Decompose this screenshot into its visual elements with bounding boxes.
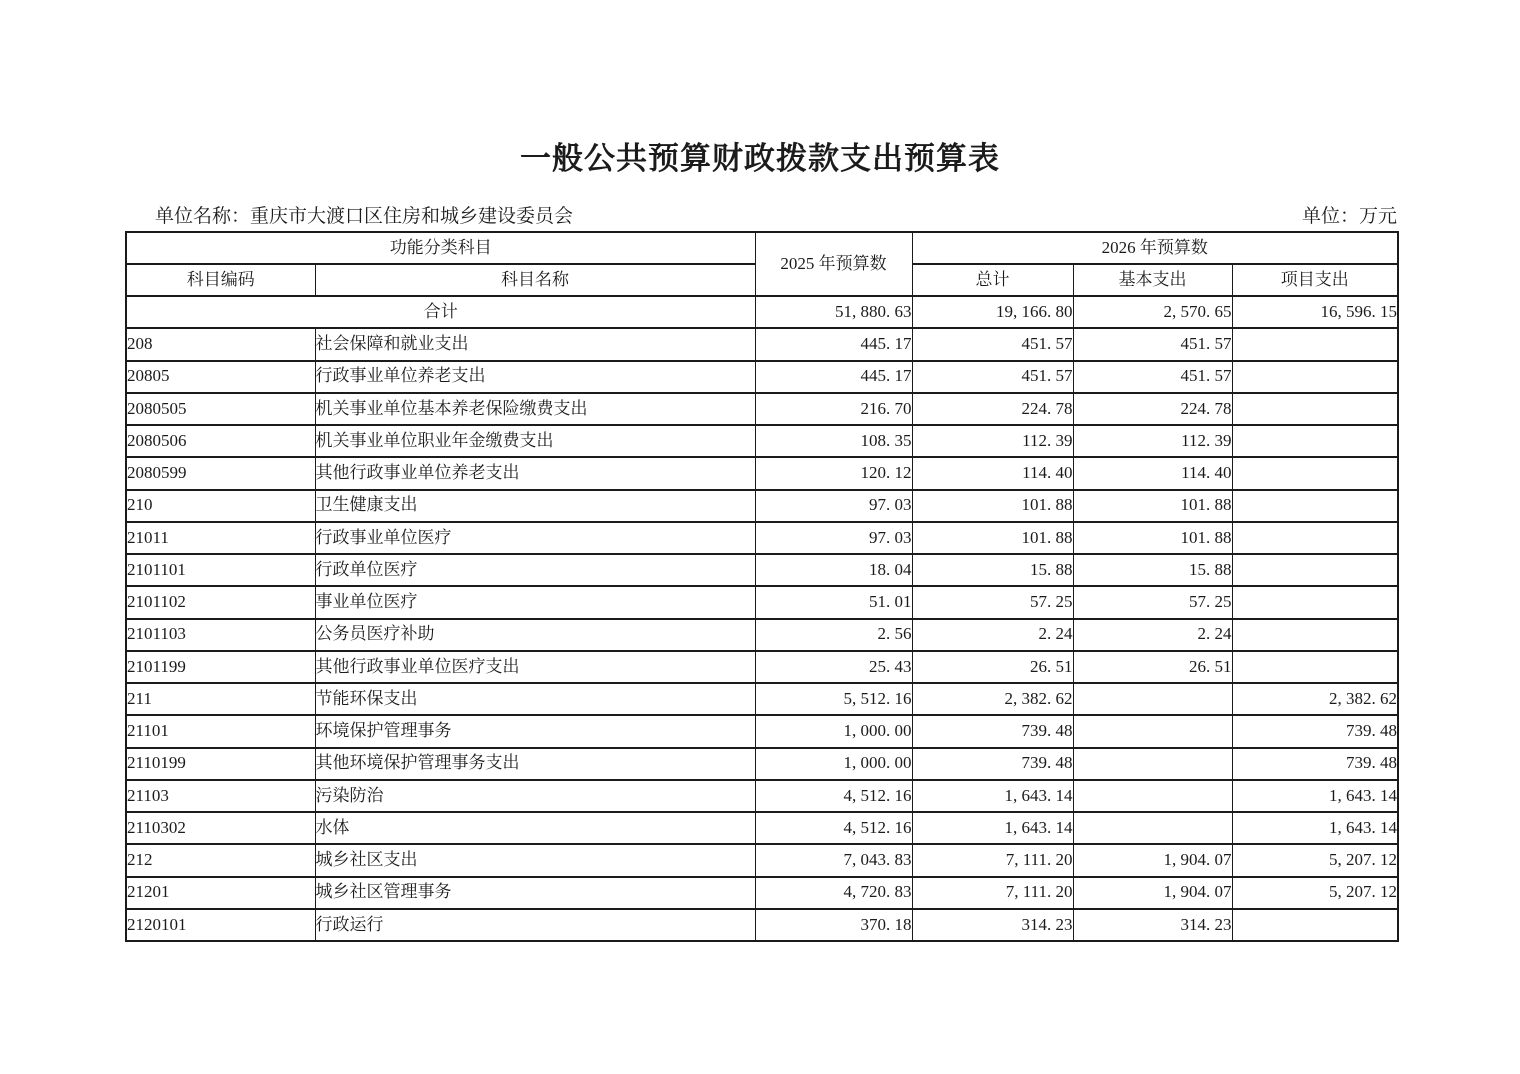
- table-row: [126, 651, 1398, 683]
- total-2026-cell: 2. 24: [912, 619, 1073, 651]
- total-2026-cell: 112. 39: [912, 425, 1073, 457]
- basic-2026-cell: 112. 39: [1073, 425, 1232, 457]
- subject-code-cell: 208: [126, 328, 315, 360]
- total-2026-cell: 19, 166. 80: [912, 296, 1073, 328]
- basic-2026-cell: 451. 57: [1073, 328, 1232, 360]
- unit-name-label: 单位名称：重庆市大渡口区住房和城乡建设委员会: [155, 206, 574, 227]
- subject-code-cell: 2110199: [126, 748, 315, 780]
- subject-code-cell: 211: [126, 683, 315, 715]
- subject-name-cell: 其他行政事业单位养老支出: [315, 457, 755, 489]
- basic-2026-cell: 114. 40: [1073, 457, 1232, 489]
- subject-code-cell: 212: [126, 844, 315, 876]
- project-2026-cell: [1232, 425, 1398, 457]
- total-2026-cell: 224. 78: [912, 393, 1073, 425]
- budget-2025-cell: 1, 000. 00: [755, 715, 912, 747]
- basic-2026-cell: [1073, 683, 1232, 715]
- table-row: [126, 909, 1398, 941]
- total-2026-cell: 26. 51: [912, 651, 1073, 683]
- subject-code-cell: 2101102: [126, 586, 315, 618]
- budget-2025-cell: 7, 043. 83: [755, 844, 912, 876]
- project-2026-cell: [1232, 909, 1398, 941]
- subject-name-cell: 行政事业单位医疗: [315, 522, 755, 554]
- total-2026-cell: 314. 23: [912, 909, 1073, 941]
- project-2026-cell: [1232, 522, 1398, 554]
- budget-2025-cell: 216. 70: [755, 393, 912, 425]
- subject-code-cell: 2080599: [126, 457, 315, 489]
- subject-name-cell: 行政事业单位养老支出: [315, 361, 755, 393]
- project-2026-cell: 2, 382. 62: [1232, 683, 1398, 715]
- total-2026-cell: 1, 643. 14: [912, 780, 1073, 812]
- project-2026-cell: [1232, 361, 1398, 393]
- subject-name-cell: 行政单位医疗: [315, 554, 755, 586]
- budget-2025-cell: 108. 35: [755, 425, 912, 457]
- budget-2025-cell: 445. 17: [755, 328, 912, 360]
- header-func-category: 功能分类科目: [126, 232, 755, 264]
- subject-code-cell: 21201: [126, 877, 315, 909]
- subject-code-cell: 2120101: [126, 909, 315, 941]
- basic-2026-cell: [1073, 748, 1232, 780]
- project-2026-cell: 1, 643. 14: [1232, 812, 1398, 844]
- table-row: [126, 522, 1398, 554]
- subject-name-cell: 事业单位医疗: [315, 586, 755, 618]
- table-row: [126, 361, 1398, 393]
- basic-2026-cell: 224. 78: [1073, 393, 1232, 425]
- table-row: [126, 683, 1398, 715]
- subject-code-cell: 20805: [126, 361, 315, 393]
- table-row: [126, 328, 1398, 360]
- total-2026-cell: 7, 111. 20: [912, 877, 1073, 909]
- basic-2026-cell: [1073, 812, 1232, 844]
- subject-name-cell: 行政运行: [315, 909, 755, 941]
- project-2026-cell: 5, 207. 12: [1232, 877, 1398, 909]
- table-row: [126, 457, 1398, 489]
- subject-name-cell: 城乡社区管理事务: [315, 877, 755, 909]
- total-2026-cell: 2, 382. 62: [912, 683, 1073, 715]
- subject-code-cell: 2101199: [126, 651, 315, 683]
- table-row: [126, 393, 1398, 425]
- table-row: [126, 619, 1398, 651]
- subject-name-cell: 水体: [315, 812, 755, 844]
- project-2026-cell: [1232, 457, 1398, 489]
- subject-code-cell: 2080506: [126, 425, 315, 457]
- budget-2025-cell: 4, 720. 83: [755, 877, 912, 909]
- basic-2026-cell: 57. 25: [1073, 586, 1232, 618]
- table-row: [126, 780, 1398, 812]
- basic-2026-cell: 451. 57: [1073, 361, 1232, 393]
- basic-2026-cell: 26. 51: [1073, 651, 1232, 683]
- table-meta-row: [125, 201, 1397, 228]
- unit-measure-label: 单位：万元: [1301, 206, 1397, 227]
- basic-2026-cell: 15. 88: [1073, 554, 1232, 586]
- subject-code-cell: 2110302: [126, 812, 315, 844]
- subject-name-cell: 节能环保支出: [315, 683, 755, 715]
- table-row: [126, 812, 1398, 844]
- project-2026-cell: [1232, 554, 1398, 586]
- budget-2025-cell: 4, 512. 16: [755, 780, 912, 812]
- header-subject-name: 科目名称: [315, 264, 755, 296]
- subject-name-cell: 城乡社区支出: [315, 844, 755, 876]
- total-row: [126, 296, 1398, 328]
- project-2026-cell: 739. 48: [1232, 715, 1398, 747]
- total-2026-cell: 739. 48: [912, 748, 1073, 780]
- budget-table: [125, 231, 1399, 942]
- header-budget-2026: 2026 年预算数: [912, 232, 1398, 264]
- basic-2026-cell: 2, 570. 65: [1073, 296, 1232, 328]
- table-row: [126, 748, 1398, 780]
- project-2026-cell: 5, 207. 12: [1232, 844, 1398, 876]
- subject-name-cell: 其他环境保护管理事务支出: [315, 748, 755, 780]
- subject-name-cell: 卫生健康支出: [315, 490, 755, 522]
- header-budget-2025: 2025 年预算数: [755, 232, 912, 296]
- header-subject-code: 科目编码: [126, 264, 315, 296]
- budget-2025-cell: 2. 56: [755, 619, 912, 651]
- total-2026-cell: 101. 88: [912, 522, 1073, 554]
- basic-2026-cell: 1, 904. 07: [1073, 877, 1232, 909]
- total-2026-cell: 7, 111. 20: [912, 844, 1073, 876]
- page-title: 一般公共预算财政拨款支出预算表: [520, 141, 1000, 176]
- subject-name-cell: 机关事业单位职业年金缴费支出: [315, 425, 755, 457]
- table-row: [126, 490, 1398, 522]
- subject-name-cell: 污染防治: [315, 780, 755, 812]
- subject-code-cell: 21011: [126, 522, 315, 554]
- table-row: [126, 844, 1398, 876]
- project-2026-cell: [1232, 490, 1398, 522]
- budget-2025-cell: 370. 18: [755, 909, 912, 941]
- budget-2025-cell: 25. 43: [755, 651, 912, 683]
- budget-2025-cell: 1, 000. 00: [755, 748, 912, 780]
- subject-name-cell: 其他行政事业单位医疗支出: [315, 651, 755, 683]
- subject-code-cell: 21103: [126, 780, 315, 812]
- basic-2026-cell: [1073, 715, 1232, 747]
- header-total-2026: 总计: [912, 264, 1073, 296]
- project-2026-cell: 739. 48: [1232, 748, 1398, 780]
- subject-code-cell: 2080505: [126, 393, 315, 425]
- total-2026-cell: 101. 88: [912, 490, 1073, 522]
- total-2026-cell: 451. 57: [912, 328, 1073, 360]
- basic-2026-cell: [1073, 780, 1232, 812]
- subject-name-cell: 环境保护管理事务: [315, 715, 755, 747]
- project-2026-cell: [1232, 651, 1398, 683]
- budget-2025-cell: 445. 17: [755, 361, 912, 393]
- table-row: [126, 586, 1398, 618]
- subject-code-cell: 2101103: [126, 619, 315, 651]
- table-row: [126, 715, 1398, 747]
- total-2026-cell: 57. 25: [912, 586, 1073, 618]
- budget-table-body: [126, 296, 1398, 941]
- header-row-1: [126, 232, 1398, 264]
- budget-2025-cell: 18. 04: [755, 554, 912, 586]
- basic-2026-cell: 2. 24: [1073, 619, 1232, 651]
- total-label-cell: 合计: [126, 296, 755, 328]
- basic-2026-cell: 1, 904. 07: [1073, 844, 1232, 876]
- header-project-2026: 项目支出: [1232, 264, 1398, 296]
- budget-2025-cell: 51, 880. 63: [755, 296, 912, 328]
- total-2026-cell: 114. 40: [912, 457, 1073, 489]
- basic-2026-cell: 314. 23: [1073, 909, 1232, 941]
- subject-code-cell: 210: [126, 490, 315, 522]
- budget-2025-cell: 120. 12: [755, 457, 912, 489]
- budget-2025-cell: 97. 03: [755, 522, 912, 554]
- table-row: [126, 425, 1398, 457]
- budget-2025-cell: 51. 01: [755, 586, 912, 618]
- basic-2026-cell: 101. 88: [1073, 522, 1232, 554]
- project-2026-cell: 16, 596. 15: [1232, 296, 1398, 328]
- project-2026-cell: 1, 643. 14: [1232, 780, 1398, 812]
- project-2026-cell: [1232, 619, 1398, 651]
- total-2026-cell: 739. 48: [912, 715, 1073, 747]
- project-2026-cell: [1232, 586, 1398, 618]
- project-2026-cell: [1232, 393, 1398, 425]
- table-row: [126, 877, 1398, 909]
- budget-2025-cell: 4, 512. 16: [755, 812, 912, 844]
- budget-2025-cell: 5, 512. 16: [755, 683, 912, 715]
- total-2026-cell: 15. 88: [912, 554, 1073, 586]
- subject-name-cell: 社会保障和就业支出: [315, 328, 755, 360]
- basic-2026-cell: 101. 88: [1073, 490, 1232, 522]
- total-2026-cell: 451. 57: [912, 361, 1073, 393]
- subject-code-cell: 21101: [126, 715, 315, 747]
- header-basic-2026: 基本支出: [1073, 264, 1232, 296]
- subject-code-cell: 2101101: [126, 554, 315, 586]
- table-row: [126, 554, 1398, 586]
- subject-name-cell: 公务员医疗补助: [315, 619, 755, 651]
- project-2026-cell: [1232, 328, 1398, 360]
- total-2026-cell: 1, 643. 14: [912, 812, 1073, 844]
- subject-name-cell: 机关事业单位基本养老保险缴费支出: [315, 393, 755, 425]
- budget-2025-cell: 97. 03: [755, 490, 912, 522]
